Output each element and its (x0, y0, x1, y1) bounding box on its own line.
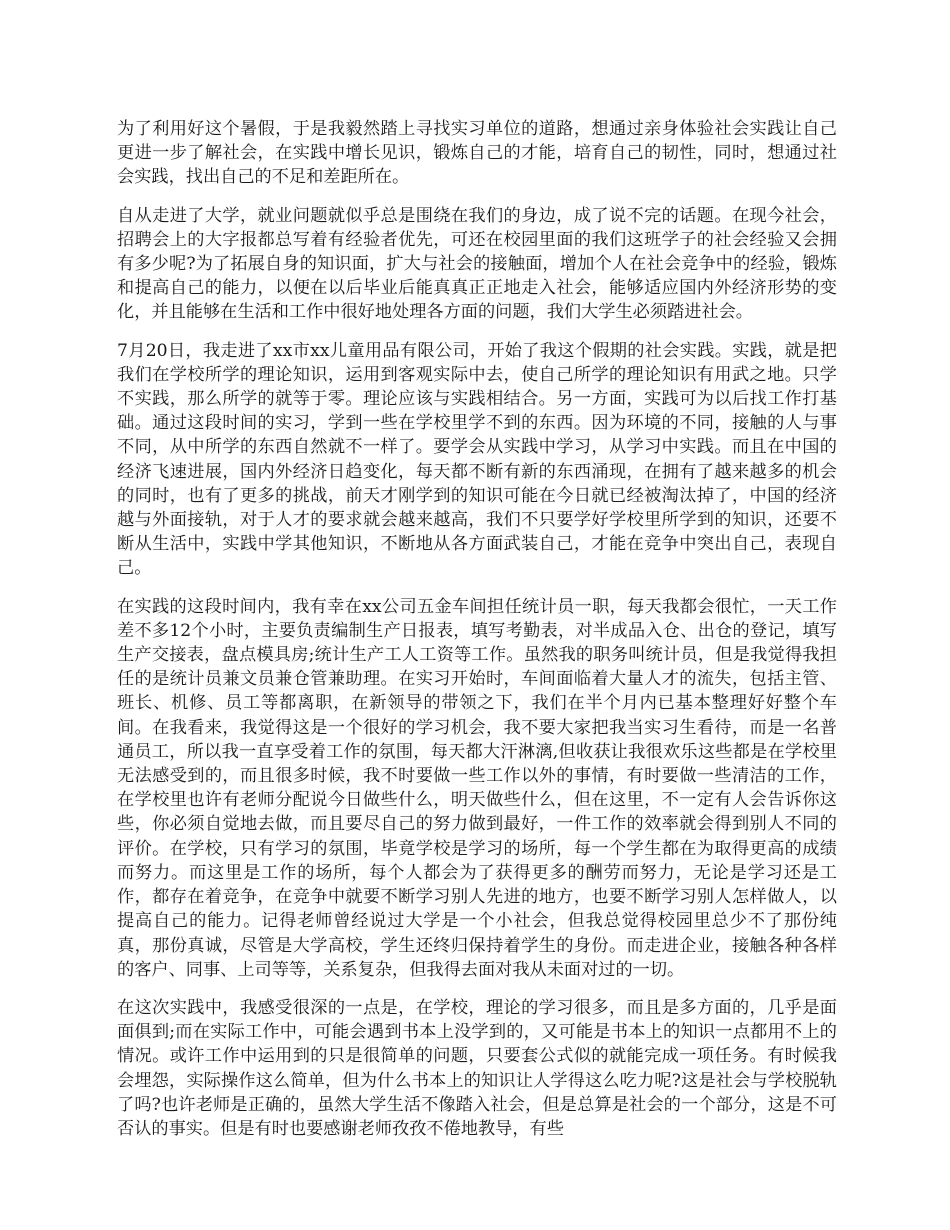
paragraph: 在实践的这段时间内，我有幸在xx公司五金车间担任统计员一职，每天我都会很忙，一天工作差不多12个小时，主要负责编制生产日报表，填写考勤表，对半成品入仓、出仓的登记，填写生产交接表，盘点模具房;统计生产工人工资等工作。虽然我的职务叫统计员，但是我觉得我担任的是统计员兼文员兼仓管兼助理。在实习开始时，车间面临着大量人才的流失，包括主管、班长、机修、员工等都离职，在新领导的带领之下，我们在半个月内已基本整理好好整个车间。在我看来，我觉得这是一个很好的学习机会，我不要大家把我当实习生看待，而是一名普通员工，所以我一直享受着工作的氛围，每天都大汗淋漓,但收获让我很欢乐这些都是在学校里无法感受到的，而且很多时候，我不时要做一些工作以外的事情，有时要做一些清洁的工作，在学校里也许有老师分配说今日做些什么，明天做些什么，但在这里，不一定有人会告诉你这些，你必须自觉地去做，而且要尽自己的努力做到最好，一件工作的效率就会得到别人不同的评价。在学校，只有学习的氛围，毕竟学校是学习的场所，每一个学生都在为取得更高的成绩而努力。而这里是工作的场所，每个人都会为了获得更多的酬劳而努力，无论是学习还是工作，都存在着竞争，在竞争中就要不断学习别人先进的地方，也要不断学习别人怎样做人，以提高自己的能力。记得老师曾经说过大学是一个小社会，但我总觉得校园里总少不了那份纯真，那份真诚，尽管是大学高校，学生还终归保持着学生的身份。而走进企业，接触各种各样的客户、同事、上司等等，关系复杂，但我得去面对我从未面对过的一切。 (117, 596, 837, 980)
paragraph: 在这次实践中，我感受很深的一点是，在学校，理论的学习很多，而且是多方面的，几乎是面面俱到;而在实际工作中，可能会遇到书本上没学到的，又可能是书本上的知识一点都用不上的情况。或许工作中运用到的只是很简单的问题，只要套公式似的就能完成一项任务。有时候我会埋怨，实际操作这么简单，但为什么书本上的知识让人学得这么吃力呢?这是社会与学校脱轨了吗?也许老师是正确的，虽然大学生活不像踏入社会，但是总算是社会的一个部分，这是不可否认的事实。但是有时也要感谢老师孜孜不倦地教导，有些 (117, 997, 837, 1139)
document-body (117, 117, 837, 1155)
paragraph: 7月20日，我走进了xx市xx儿童用品有限公司，开始了我这个假期的社会实践。实践，就是把我们在学校所学的理论知识，运用到客观实际中去，使自己所学的理论知识有用武之地。只学不实践，那么所学的就等于零。理论应该与实践相结合。另一方面，实践可为以后找工作打基础。通过这段时间的实习，学到一些在学校里学不到的东西。因为环境的不同，接触的人与事不同，从中所学的东西自然就不一样了。要学会从实践中学习，从学习中实践。而且在中国的经济飞速进展，国内外经济日趋变化，每天都不断有新的东西涌现，在拥有了越来越多的机会的同时，也有了更多的挑战，前天才刚学到的知识可能在今日就已经被淘汰掉了，中国的经济越与外面接轨，对于人才的要求就会越来越高，我们不只要学好学校里所学到的知识，还要不断从生活中，实践中学其他知识，不断地从各方面武装自己，才能在竞争中突出自己，表现自己。 (117, 340, 837, 579)
paragraph: 自从走进了大学，就业问题就似乎总是围绕在我们的身边，成了说不完的话题。在现今社会，招聘会上的大字报都总写着有经验者优先，可还在校园里面的我们这班学子的社会经验又会拥有多少呢?为了拓展自身的知识面，扩大与社会的接触面，增加个人在社会竞争中的经验，锻炼和提高自己的能力，以便在以后毕业后能真真正正地走入社会，能够适应国内外经济形势的变化，并且能够在生活和工作中很好地处理各方面的问题，我们大学生必须踏进社会。 (117, 205, 837, 323)
paragraph: 为了利用好这个暑假，于是我毅然踏上寻找实习单位的道路，想通过亲身体验社会实践让自己更进一步了解社会，在实践中增长见识，锻炼自己的才能，培育自己的韧性，同时，想通过社会实践，找出自己的不足和差距所在。 (117, 119, 837, 188)
